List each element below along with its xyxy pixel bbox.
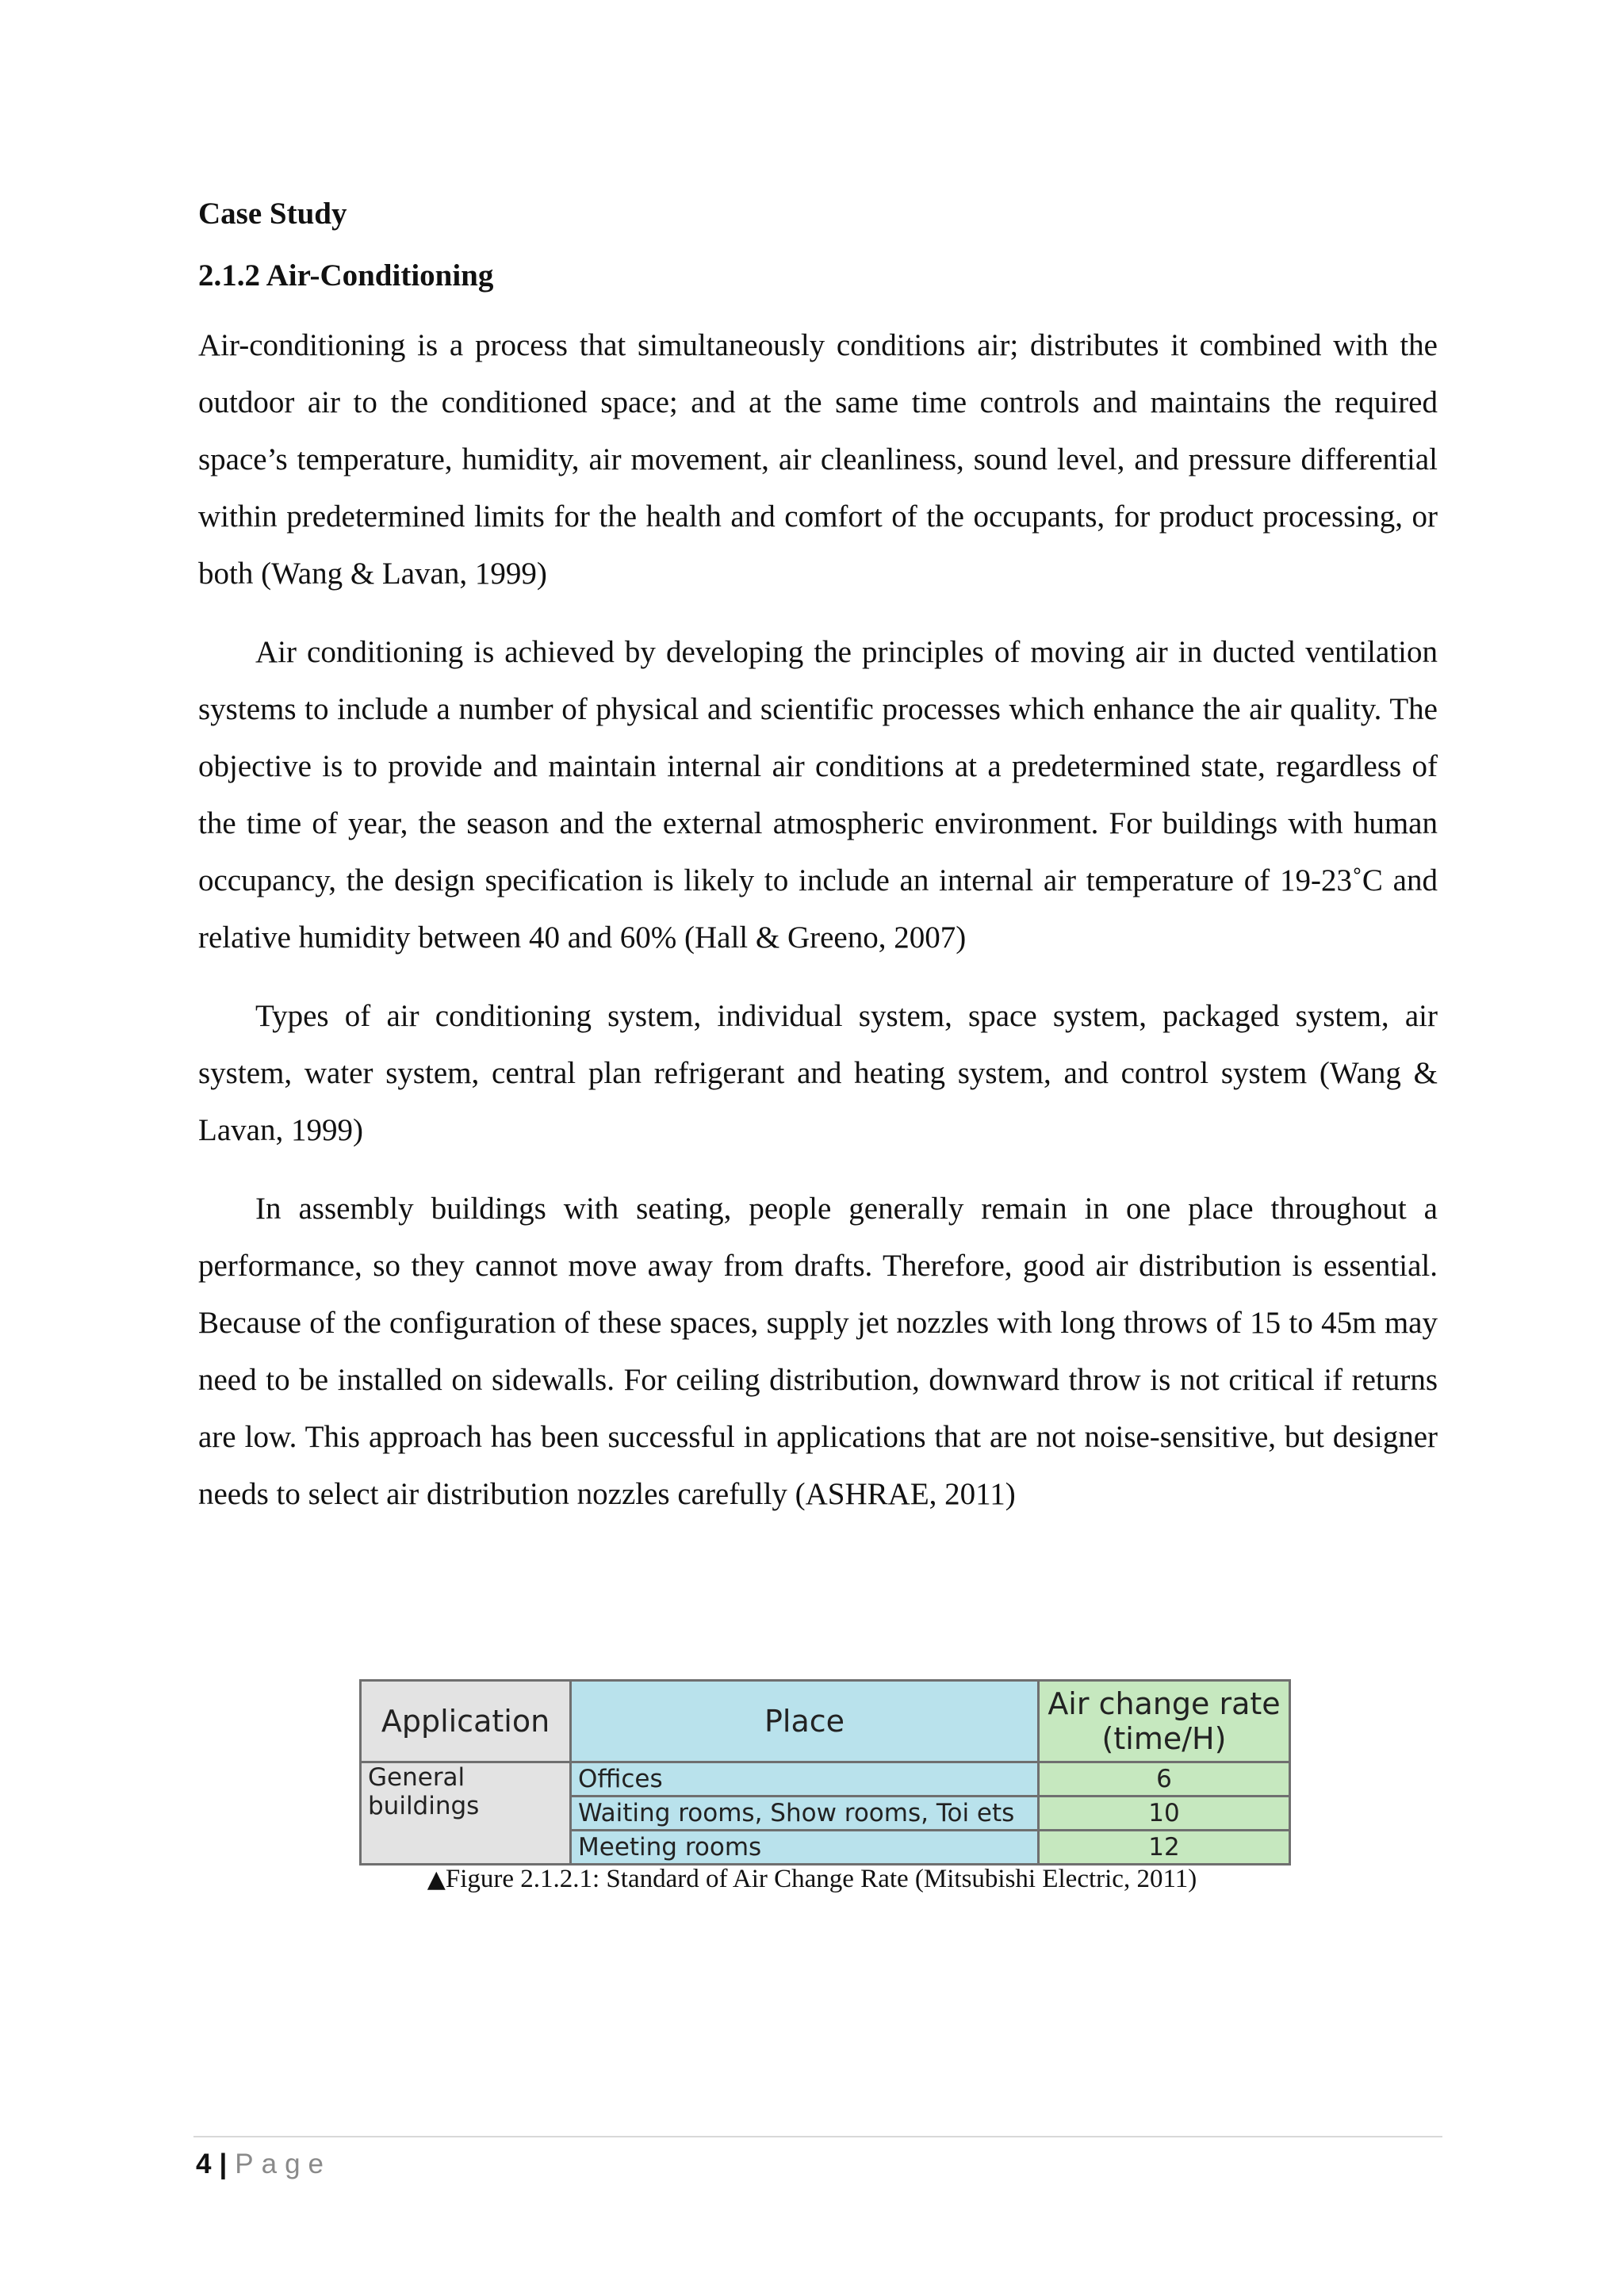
caption-text: Figure 2.1.2.1: Standard of Air Change Rate (Mitsubishi Electric, 2011) xyxy=(445,1865,1197,1893)
cell-rate: 6 xyxy=(1039,1762,1290,1797)
table-row xyxy=(361,1762,1290,1797)
footer-divider xyxy=(193,2136,1442,2137)
paragraph-1: Air-conditioning is a process that simultaneously conditions air; distributes it combined with the outdoor air to the conditioned space; and at the same time controls and maintains the required space’s temperature, humidity, air movement, air cleanliness, sound level, and pressure differential within predetermined limits for the health and comfort of the occupants, for product processing, or both (Wang & Lavan, 1999) xyxy=(198,328,1438,591)
header-place: Place xyxy=(571,1681,1039,1762)
page-footer xyxy=(196,2145,331,2183)
cell-place: Meeting rooms xyxy=(571,1831,1039,1865)
cell-place: Waiting rooms, Show rooms, Toi ets xyxy=(571,1797,1039,1831)
paragraph-2: Air conditioning is achieved by developing the principles of moving air in ducted ventilation systems to include a number of physical and scientific processes which enhance the air quality. The objective is to provide and maintain internal air conditions at a predetermined state, regardless of the time of year, the season and the external atmospheric environment. For buildings with human occupancy, the design specification is likely to include an internal air temperature of 19-23˚C and relative humidity between 40 and 60% (Hall & Greeno, 2007) xyxy=(198,635,1438,955)
header-rate-line1: Air change rate xyxy=(1048,1686,1281,1721)
cell-application: General buildings xyxy=(361,1762,571,1865)
air-change-rate-figure xyxy=(359,1679,1291,1866)
subsection-heading: 2.1.2 Air-Conditioning xyxy=(198,258,494,293)
air-change-rate-table xyxy=(359,1679,1291,1866)
cell-rate: 10 xyxy=(1039,1797,1290,1831)
header-application: Application xyxy=(361,1681,571,1762)
section-heading: Case Study xyxy=(198,197,347,231)
footer-separator: | xyxy=(219,2149,228,2179)
triangle-icon: ▲ xyxy=(427,1866,446,1893)
paragraph-3: Types of air conditioning system, individual system, space system, packaged system, air system, water system, central plan refrigerant and heating system, and control system (Wang & Lavan, 1999) xyxy=(198,999,1438,1147)
page-number: 4 xyxy=(196,2149,212,2179)
header-air-change-rate xyxy=(1039,1681,1290,1762)
page-label: Page xyxy=(235,2149,332,2179)
figure-caption xyxy=(0,1865,1624,1894)
paragraph-4: In assembly buildings with seating, people generally remain in one place throughout a performance, so they cannot move away from drafts. Therefore, good air distribution is essential. Because of the configuration of these spaces, supply jet nozzles with long throws of 15 to 45m may need to be installed on sidewalls. For ceiling distribution, downward throw is not critical if returns are low. This approach has been successful in applications that are not noise-sensitive, but designer needs to select air distribution nozzles carefully (ASHRAE, 2011) xyxy=(198,1192,1438,1511)
table-header-row xyxy=(361,1681,1290,1762)
cell-place: Offices xyxy=(571,1762,1039,1797)
header-rate-line2: (time/H) xyxy=(1101,1721,1227,1756)
body-text xyxy=(198,193,1438,1544)
cell-rate: 12 xyxy=(1039,1831,1290,1865)
